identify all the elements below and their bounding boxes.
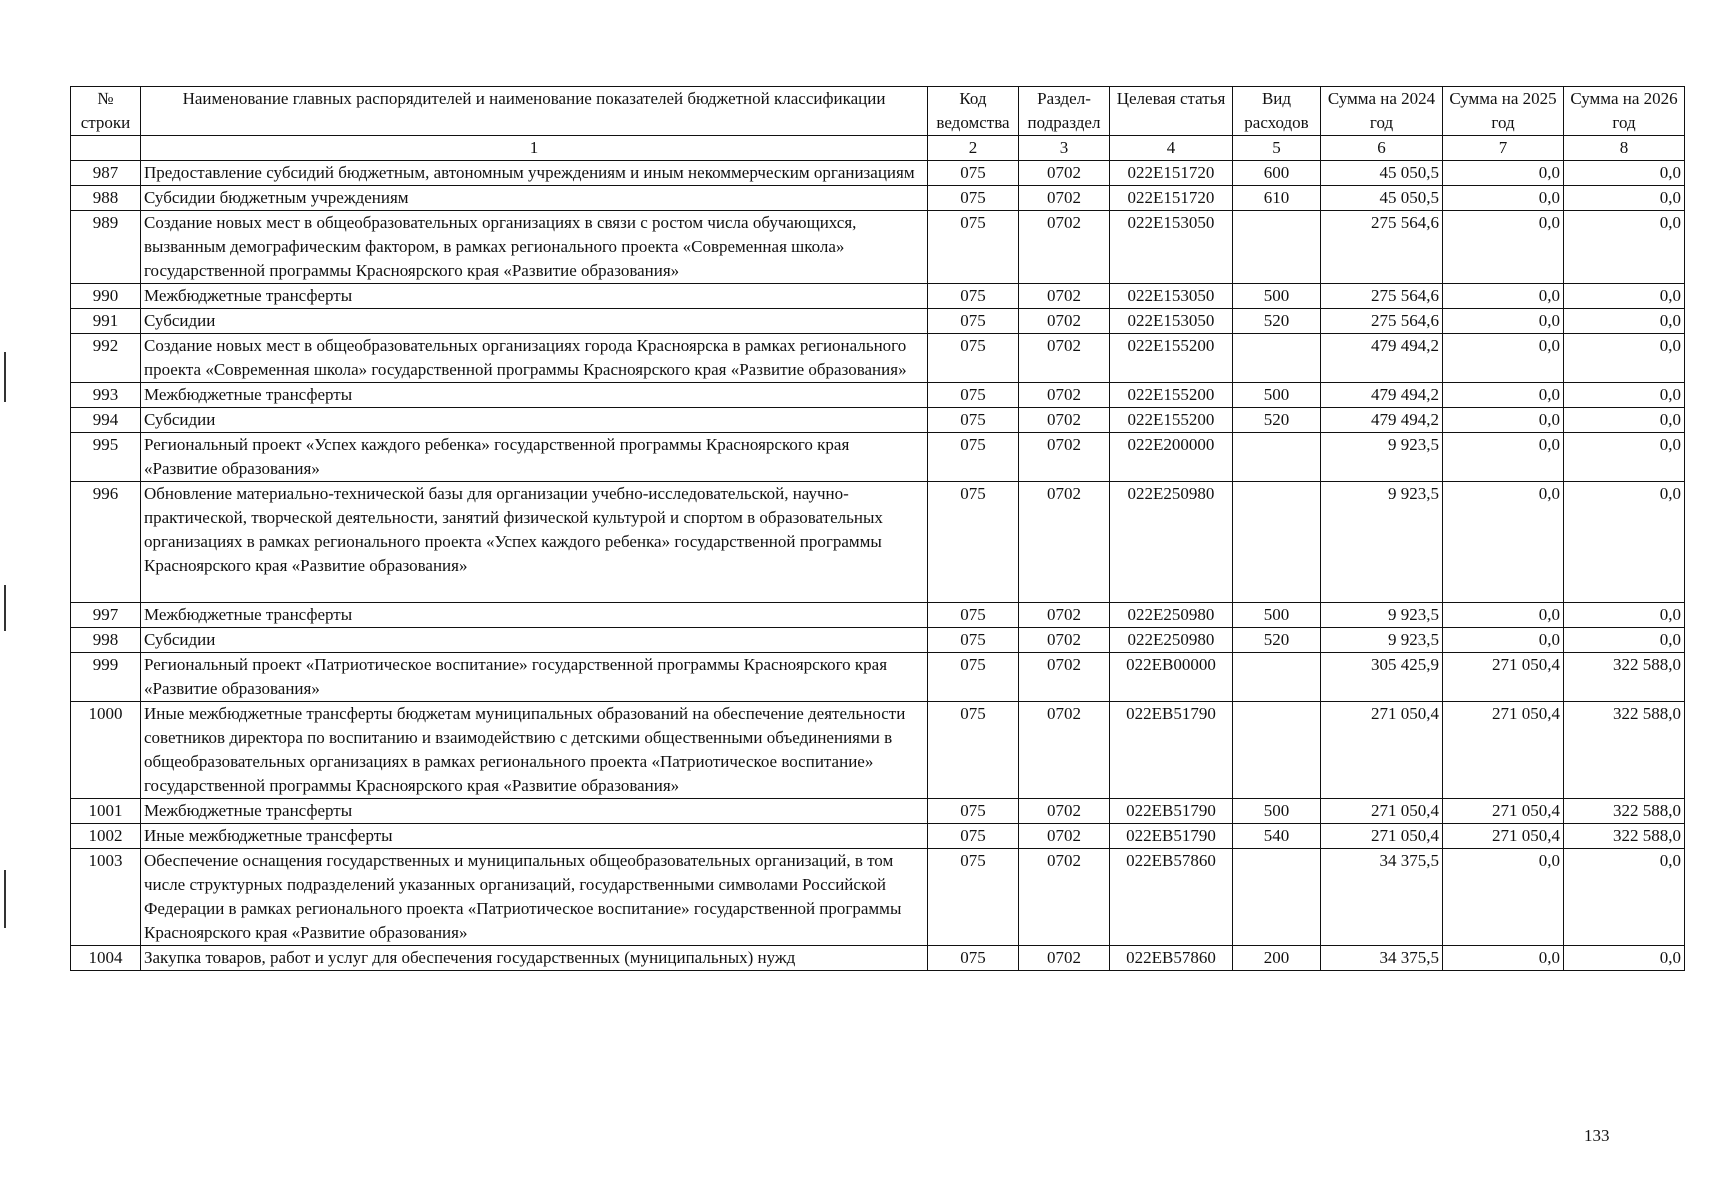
row-sum-2024: 479 494,2 [1321, 408, 1443, 433]
row-expense-type: 540 [1233, 824, 1321, 849]
row-section: 0702 [1019, 799, 1110, 824]
row-target-article: 022E153050 [1110, 284, 1233, 309]
row-sum-2025: 0,0 [1443, 284, 1564, 309]
row-expense-type: 520 [1233, 628, 1321, 653]
row-name: Региональный проект «Патриотическое воспитание» государственной программы Красноярского края «Развитие образования» [141, 653, 928, 702]
row-section: 0702 [1019, 824, 1110, 849]
row-sum-2024: 275 564,6 [1321, 309, 1443, 334]
table-row [71, 628, 1685, 653]
row-expense-type: 200 [1233, 946, 1321, 971]
row-sum-2026: 0,0 [1564, 482, 1685, 603]
table-row [71, 799, 1685, 824]
table-row [71, 334, 1685, 383]
table-row [71, 653, 1685, 702]
row-sum-2026: 0,0 [1564, 603, 1685, 628]
row-department-code: 075 [928, 284, 1019, 309]
row-number: 995 [71, 433, 141, 482]
header-expense-type: Вид расходов [1233, 87, 1321, 136]
row-department-code: 075 [928, 849, 1019, 946]
row-sum-2024: 479 494,2 [1321, 383, 1443, 408]
table-row [71, 824, 1685, 849]
row-section: 0702 [1019, 603, 1110, 628]
row-sum-2026: 0,0 [1564, 211, 1685, 284]
row-target-article: 022E250980 [1110, 628, 1233, 653]
row-sum-2025: 0,0 [1443, 946, 1564, 971]
row-section: 0702 [1019, 161, 1110, 186]
row-number: 992 [71, 334, 141, 383]
row-expense-type: 500 [1233, 383, 1321, 408]
row-sum-2025: 271 050,4 [1443, 653, 1564, 702]
row-sum-2025: 0,0 [1443, 603, 1564, 628]
row-sum-2026: 0,0 [1564, 408, 1685, 433]
row-name: Субсидии [141, 628, 928, 653]
row-target-article: 022E155200 [1110, 408, 1233, 433]
row-number: 1001 [71, 799, 141, 824]
row-sum-2026: 322 588,0 [1564, 824, 1685, 849]
row-sum-2025: 0,0 [1443, 211, 1564, 284]
row-target-article: 022EB51790 [1110, 799, 1233, 824]
header-section: Раздел-подраздел [1019, 87, 1110, 136]
row-number: 993 [71, 383, 141, 408]
row-expense-type [1233, 482, 1321, 603]
row-target-article: 022E153050 [1110, 211, 1233, 284]
row-department-code: 075 [928, 603, 1019, 628]
row-expense-type: 600 [1233, 161, 1321, 186]
row-expense-type: 500 [1233, 799, 1321, 824]
row-department-code: 075 [928, 799, 1019, 824]
row-sum-2024: 305 425,9 [1321, 653, 1443, 702]
row-sum-2024: 9 923,5 [1321, 482, 1443, 603]
row-target-article: 022E250980 [1110, 482, 1233, 603]
row-number: 989 [71, 211, 141, 284]
row-department-code: 075 [928, 334, 1019, 383]
row-sum-2025: 0,0 [1443, 334, 1564, 383]
row-sum-2025: 271 050,4 [1443, 702, 1564, 799]
row-sum-2025: 0,0 [1443, 628, 1564, 653]
row-expense-type: 520 [1233, 408, 1321, 433]
row-sum-2026: 322 588,0 [1564, 799, 1685, 824]
row-number: 1004 [71, 946, 141, 971]
row-section: 0702 [1019, 433, 1110, 482]
row-section: 0702 [1019, 383, 1110, 408]
row-sum-2026: 0,0 [1564, 628, 1685, 653]
row-name: Межбюджетные трансферты [141, 284, 928, 309]
table-row [71, 849, 1685, 946]
row-sum-2024: 45 050,5 [1321, 186, 1443, 211]
row-expense-type: 520 [1233, 309, 1321, 334]
row-sum-2025: 271 050,4 [1443, 824, 1564, 849]
row-target-article: 022E250980 [1110, 603, 1233, 628]
column-number: 5 [1233, 136, 1321, 161]
row-sum-2025: 0,0 [1443, 849, 1564, 946]
row-target-article: 022EB51790 [1110, 702, 1233, 799]
column-number: 3 [1019, 136, 1110, 161]
column-number: 4 [1110, 136, 1233, 161]
row-department-code: 075 [928, 482, 1019, 603]
row-department-code: 075 [928, 309, 1019, 334]
row-department-code: 075 [928, 211, 1019, 284]
row-number: 994 [71, 408, 141, 433]
row-number: 990 [71, 284, 141, 309]
row-sum-2025: 0,0 [1443, 433, 1564, 482]
table-header-row [71, 87, 1685, 136]
table-row [71, 383, 1685, 408]
table-row [71, 603, 1685, 628]
row-name: Межбюджетные трансферты [141, 383, 928, 408]
row-sum-2025: 0,0 [1443, 408, 1564, 433]
row-sum-2026: 0,0 [1564, 334, 1685, 383]
table-row [71, 408, 1685, 433]
header-sum-2025: Сумма на 2025 год [1443, 87, 1564, 136]
page-number: 133 [1584, 1126, 1610, 1145]
row-target-article: 022E151720 [1110, 161, 1233, 186]
row-sum-2026: 0,0 [1564, 309, 1685, 334]
column-number-blank [71, 136, 141, 161]
row-department-code: 075 [928, 383, 1019, 408]
row-name: Закупка товаров, работ и услуг для обеспечения государственных (муниципальных) нужд [141, 946, 928, 971]
column-number: 1 [141, 136, 928, 161]
row-name: Иные межбюджетные трансферты бюджетам муниципальных образований на обеспечение деятельности советников директора по воспитанию и взаимодействию с детскими общественными объединениями в общеобразовательных организациях в рамках регионального проекта «Патриотическое воспитание» государственной программы Красноярского края «Развитие образования» [141, 702, 928, 799]
row-number: 988 [71, 186, 141, 211]
row-sum-2024: 271 050,4 [1321, 799, 1443, 824]
row-name: Субсидии бюджетным учреждениям [141, 186, 928, 211]
row-expense-type: 500 [1233, 284, 1321, 309]
row-target-article: 022E153050 [1110, 309, 1233, 334]
column-number: 2 [928, 136, 1019, 161]
row-sum-2026: 322 588,0 [1564, 653, 1685, 702]
row-sum-2026: 0,0 [1564, 433, 1685, 482]
table-row [71, 482, 1685, 603]
row-section: 0702 [1019, 211, 1110, 284]
row-section: 0702 [1019, 628, 1110, 653]
row-number: 998 [71, 628, 141, 653]
column-number: 7 [1443, 136, 1564, 161]
scan-artifact-line [4, 870, 6, 928]
row-target-article: 022E200000 [1110, 433, 1233, 482]
row-number: 987 [71, 161, 141, 186]
row-target-article: 022EB57860 [1110, 946, 1233, 971]
row-sum-2025: 0,0 [1443, 161, 1564, 186]
row-expense-type [1233, 702, 1321, 799]
table-body [71, 161, 1685, 971]
row-number: 1002 [71, 824, 141, 849]
row-department-code: 075 [928, 824, 1019, 849]
row-department-code: 075 [928, 653, 1019, 702]
row-section: 0702 [1019, 702, 1110, 799]
row-sum-2024: 9 923,5 [1321, 628, 1443, 653]
row-target-article: 022EB00000 [1110, 653, 1233, 702]
table-row [71, 946, 1685, 971]
row-expense-type [1233, 653, 1321, 702]
header-target-article: Целевая статья [1110, 87, 1233, 136]
row-target-article: 022E155200 [1110, 334, 1233, 383]
column-number: 8 [1564, 136, 1685, 161]
row-name: Региональный проект «Успех каждого ребенка» государственной программы Красноярского края «Развитие образования» [141, 433, 928, 482]
row-sum-2026: 0,0 [1564, 284, 1685, 309]
row-number: 996 [71, 482, 141, 603]
row-name: Межбюджетные трансферты [141, 799, 928, 824]
row-number: 1003 [71, 849, 141, 946]
row-sum-2025: 0,0 [1443, 309, 1564, 334]
row-department-code: 075 [928, 161, 1019, 186]
row-section: 0702 [1019, 653, 1110, 702]
row-name: Межбюджетные трансферты [141, 603, 928, 628]
scan-artifact-line [4, 585, 6, 631]
row-number: 991 [71, 309, 141, 334]
table-row [71, 186, 1685, 211]
row-sum-2025: 0,0 [1443, 186, 1564, 211]
row-sum-2026: 0,0 [1564, 383, 1685, 408]
row-section: 0702 [1019, 408, 1110, 433]
row-name: Субсидии [141, 408, 928, 433]
row-expense-type [1233, 433, 1321, 482]
row-sum-2024: 45 050,5 [1321, 161, 1443, 186]
row-name: Субсидии [141, 309, 928, 334]
row-sum-2026: 0,0 [1564, 186, 1685, 211]
row-sum-2024: 275 564,6 [1321, 211, 1443, 284]
row-department-code: 075 [928, 433, 1019, 482]
row-number: 999 [71, 653, 141, 702]
scan-artifact-line [4, 352, 6, 402]
row-section: 0702 [1019, 334, 1110, 383]
row-department-code: 075 [928, 408, 1019, 433]
row-target-article: 022E155200 [1110, 383, 1233, 408]
row-sum-2026: 0,0 [1564, 161, 1685, 186]
row-sum-2025: 0,0 [1443, 482, 1564, 603]
budget-table [70, 86, 1685, 971]
row-name: Обновление материально-технической базы для организации учебно-исследовательской, научно-практической, творческой деятельности, занятий физической культурой и спортом в образовательных организациях в рамках регионального проекта «Успех каждого ребенка» государственной программы Красноярского края «Развитие образования» [141, 482, 928, 603]
header-department-code: Код ведомства [928, 87, 1019, 136]
row-section: 0702 [1019, 946, 1110, 971]
row-sum-2025: 271 050,4 [1443, 799, 1564, 824]
row-name: Иные межбюджетные трансферты [141, 824, 928, 849]
row-sum-2025: 0,0 [1443, 383, 1564, 408]
header-sum-2026: Сумма на 2026 год [1564, 87, 1685, 136]
row-sum-2024: 271 050,4 [1321, 824, 1443, 849]
table-row [71, 433, 1685, 482]
row-sum-2024: 479 494,2 [1321, 334, 1443, 383]
row-department-code: 075 [928, 946, 1019, 971]
row-sum-2026: 0,0 [1564, 946, 1685, 971]
row-sum-2024: 271 050,4 [1321, 702, 1443, 799]
header-sum-2024: Сумма на 2024 год [1321, 87, 1443, 136]
row-sum-2026: 322 588,0 [1564, 702, 1685, 799]
row-expense-type: 610 [1233, 186, 1321, 211]
table-row [71, 309, 1685, 334]
column-number-row [71, 136, 1685, 161]
row-name: Создание новых мест в общеобразовательных организациях города Красноярска в рамках регионального проекта «Современная школа» государственной программы Красноярского края «Развитие образования» [141, 334, 928, 383]
header-row-number: № строки [71, 87, 141, 136]
row-sum-2024: 275 564,6 [1321, 284, 1443, 309]
row-department-code: 075 [928, 628, 1019, 653]
header-name: Наименование главных распорядителей и наименование показателей бюджетной классификации [141, 87, 928, 136]
row-section: 0702 [1019, 186, 1110, 211]
row-expense-type [1233, 849, 1321, 946]
row-name: Предоставление субсидий бюджетным, автономным учреждениям и иным некоммерческим организациям [141, 161, 928, 186]
row-sum-2024: 34 375,5 [1321, 849, 1443, 946]
table-row [71, 161, 1685, 186]
row-section: 0702 [1019, 482, 1110, 603]
row-number: 1000 [71, 702, 141, 799]
row-expense-type: 500 [1233, 603, 1321, 628]
row-department-code: 075 [928, 186, 1019, 211]
table-row [71, 284, 1685, 309]
table-row [71, 702, 1685, 799]
row-target-article: 022EB57860 [1110, 849, 1233, 946]
row-name: Обеспечение оснащения государственных и муниципальных общеобразовательных организаций, в том числе структурных подразделений указанных организаций, государственными символами Российской Федерации в рамках регионального проекта «Патриотическое воспитание» государственной программы Красноярского края «Развитие образования» [141, 849, 928, 946]
row-target-article: 022E151720 [1110, 186, 1233, 211]
row-name: Создание новых мест в общеобразовательных организациях в связи с ростом числа обучающихся, вызванным демографическим фактором, в рамках регионального проекта «Современная школа» государственной программы Красноярского края «Развитие образования» [141, 211, 928, 284]
row-sum-2024: 9 923,5 [1321, 603, 1443, 628]
row-expense-type [1233, 334, 1321, 383]
row-department-code: 075 [928, 702, 1019, 799]
row-target-article: 022EB51790 [1110, 824, 1233, 849]
row-sum-2024: 9 923,5 [1321, 433, 1443, 482]
row-section: 0702 [1019, 849, 1110, 946]
row-expense-type [1233, 211, 1321, 284]
row-section: 0702 [1019, 284, 1110, 309]
row-sum-2024: 34 375,5 [1321, 946, 1443, 971]
row-sum-2026: 0,0 [1564, 849, 1685, 946]
column-number: 6 [1321, 136, 1443, 161]
table-row [71, 211, 1685, 284]
row-number: 997 [71, 603, 141, 628]
row-section: 0702 [1019, 309, 1110, 334]
